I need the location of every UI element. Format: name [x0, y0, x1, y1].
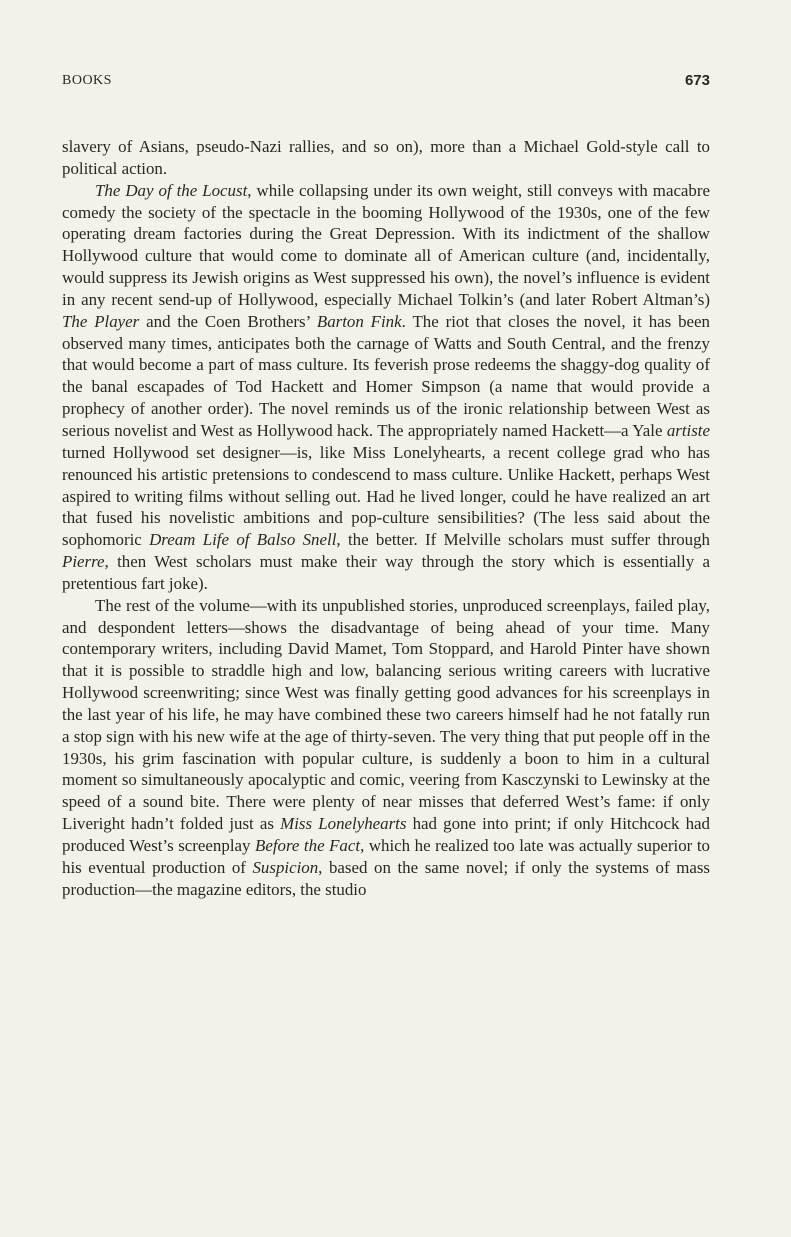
italic-title: Before the Fact [255, 836, 361, 855]
italic-title: artiste [666, 420, 710, 440]
text-run: , based on the same novel; if only the systems of mass production—the magazine editors, the studio [62, 857, 710, 899]
text-run: , while collapsing under its own weight, still conveys with macabre comedy the society of the spectacle in the booming Hollywood of the 1930s, one of the few operating dream factories during the Great Depression. With its indictment of the shallow Hollywood culture that would come to dominate all of American culture (and, incidentally, would suppress its Jewish origins as West suppressed his own), the novel’s influence is evident in any recent send-up of Hollywood, especially Michael Tolkin’s (and later Robert Altman’s) [62, 180, 710, 309]
italic-title: Dream Life of Balso Snell [149, 530, 337, 550]
italic-title: Suspicion [252, 857, 319, 877]
section-title: BOOKS [62, 73, 112, 88]
text-run: slavery of Asians, pseudo-Nazi rallies, and so on), more than a Michael Gold-style call to political action. [62, 137, 710, 178]
book-page [62, 0, 710, 1237]
italic-title: The Day of the Locust [95, 180, 248, 200]
text-run: turned Hollywood set designer—is, like Miss Lonelyhearts, a recent college grad who has renounced his artistic pretensions to condescend to mass culture. Unlike Hackett, perhaps West aspired to writing films without selling out. Had he lived longer, could he have realized an art that fused his novelistic ambitions and pop-culture sensibilities? (The less said about the sophomoric [62, 442, 710, 550]
text-run: , which he realized too late was actually superior to his eventual production of [62, 836, 710, 877]
text-run: had gone into print; if only Hitchcock had produced West’s screenplay [62, 814, 710, 855]
paragraph [62, 136, 710, 180]
running-head [62, 73, 710, 93]
italic-title: Miss Lonelyhearts [280, 814, 407, 834]
page-number: 673 [684, 72, 710, 89]
text-run: , the better. If Melville scholars must suffer through [336, 530, 710, 550]
italic-title: Barton Fink [316, 311, 402, 331]
text-run: . The riot that closes the novel, it has been observed many times, anticipates both the carnage of Watts and South Central, and the frenzy that would become a part of mass culture. Its feverish prose redeems the shaggy-dog quality of the banal escapades of Tod Hackett and Homer Simpson (a name that would provide a prophecy of another order). The novel reminds us of the ironic relationship between West as serious novelist and West as Hollywood hack. The appropriately named Hackett—a Yale [62, 311, 710, 440]
text-run: The rest of the volume—with its unpublished stories, unproduced screenplays, failed play, and despondent letters—shows the disadvantage of being ahead of your time. Many contemporary writers, including David Mamet, Tom Stoppard, and Harold Pinter have shown that it is possible to straddle high and low, balancing serious writing careers with lucrative Hollywood screenwriting; since West was finally getting good advances for his screenplays in the last year of his life, he may have combined these two careers himself had he not fatally run a stop sign with his new wife at the age of thirty-seven. The very thing that put people off in the 1930s, his grim fascination with popular culture, is suddenly a boon to him in a cultural moment so simultaneously apocalyptic and comic, veering from Kasczynski to Lewinsky at the speed of a sound bite. There were plenty of near misses that deferred West’s fame: if only Liveright hadn’t folded just as [62, 595, 710, 834]
paragraph [62, 180, 710, 595]
italic-title: Pierre [62, 552, 105, 572]
paragraph [62, 595, 710, 901]
text-run: , then West scholars must make their way through the story which is essentially a pretentious fart joke). [62, 552, 710, 593]
italic-title: The Player [62, 311, 140, 331]
text-run: and the Coen Brothers’ [139, 311, 317, 331]
body-text [62, 136, 710, 901]
